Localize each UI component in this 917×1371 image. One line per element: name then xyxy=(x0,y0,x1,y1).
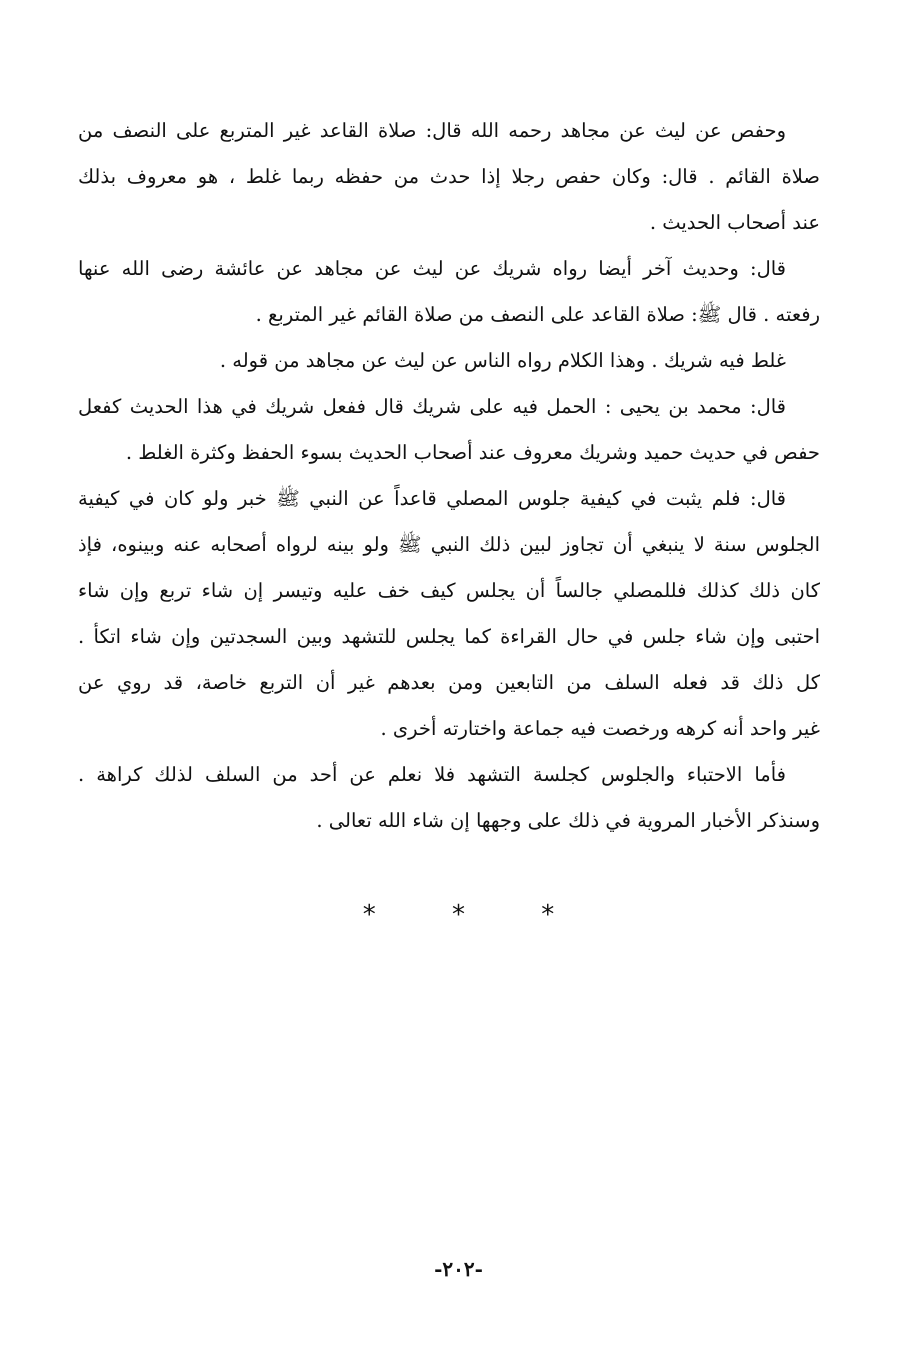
text-line: وحفص عن ليث عن مجاهد رحمه الله قال: صلاة القاعد غير المتربع على النصف من xyxy=(78,119,786,142)
asterisk-icon: * xyxy=(452,900,465,930)
text-line: حفص في حديث حميد وشريك معروف عند أصحاب الحديث بسوء الحفظ وكثرة الغلط . xyxy=(125,441,820,464)
asterisk-icon: * xyxy=(541,900,555,930)
text-line: فأما الاحتباء والجلوس كجلسة التشهد فلا نعلم عن أحد من السلف لذلك كراهة . xyxy=(78,763,786,786)
body-text xyxy=(78,108,820,844)
section-separator xyxy=(0,900,917,930)
text-line: عند أصحاب الحديث . xyxy=(649,211,820,234)
text-line: رفعته . قال ﷺ: صلاة القاعد على النصف من صلاة القائم غير المتربع . xyxy=(255,303,820,326)
text-line: احتبى وإن شاء جلس في حال القراءة كما يجلس للتشهد وبين السجدتين وإن شاء اتكأ . xyxy=(78,625,820,648)
text-line: غير واحد أنه كرهه ورخصت فيه جماعة واختارته أخرى . xyxy=(380,717,820,740)
text-line: كل ذلك قد فعله السلف من التابعين ومن بعدهم غير أن التربع خاصة، قد روي عن xyxy=(78,671,820,694)
text-line: الجلوس سنة لا ينبغي أن تجاوز لبين ذلك النبي ﷺ ولو بينه لرواه أصحابه عنه وبينوه، فإذ xyxy=(78,533,820,556)
text-line: وسنذكر الأخبار المروية في ذلك على وجهها إن شاء الله تعالى . xyxy=(316,809,820,832)
text-line: قال: وحديث آخر أيضا رواه شريك عن ليث عن مجاهد عن عائشة رضى الله عنها xyxy=(78,257,786,280)
asterisk-icon: * xyxy=(362,900,376,930)
page-number: -٢٠٢- xyxy=(434,1257,483,1281)
text-line: غلط فيه شريك . وهذا الكلام رواه الناس عن ليث عن مجاهد من قوله . xyxy=(219,349,786,372)
text-line: قال: فلم يثبت في كيفية جلوس المصلي قاعداً عن النبي ﷺ خبر ولو كان في كيفية xyxy=(78,487,786,510)
text-line: قال: محمد بن يحيى : الحمل فيه على شريك قال ففعل شريك في هذا الحديث كفعل xyxy=(78,395,786,418)
text-line: صلاة القائم . قال: وكان حفص رجلا إذا حدث من حفظه ربما غلط ، هو معروف بذلك xyxy=(78,165,820,188)
text-line: كان ذلك كذلك فللمصلي جالساً أن يجلس كيف خف عليه وتيسر إن شاء تربع وإن شاء xyxy=(78,579,820,602)
